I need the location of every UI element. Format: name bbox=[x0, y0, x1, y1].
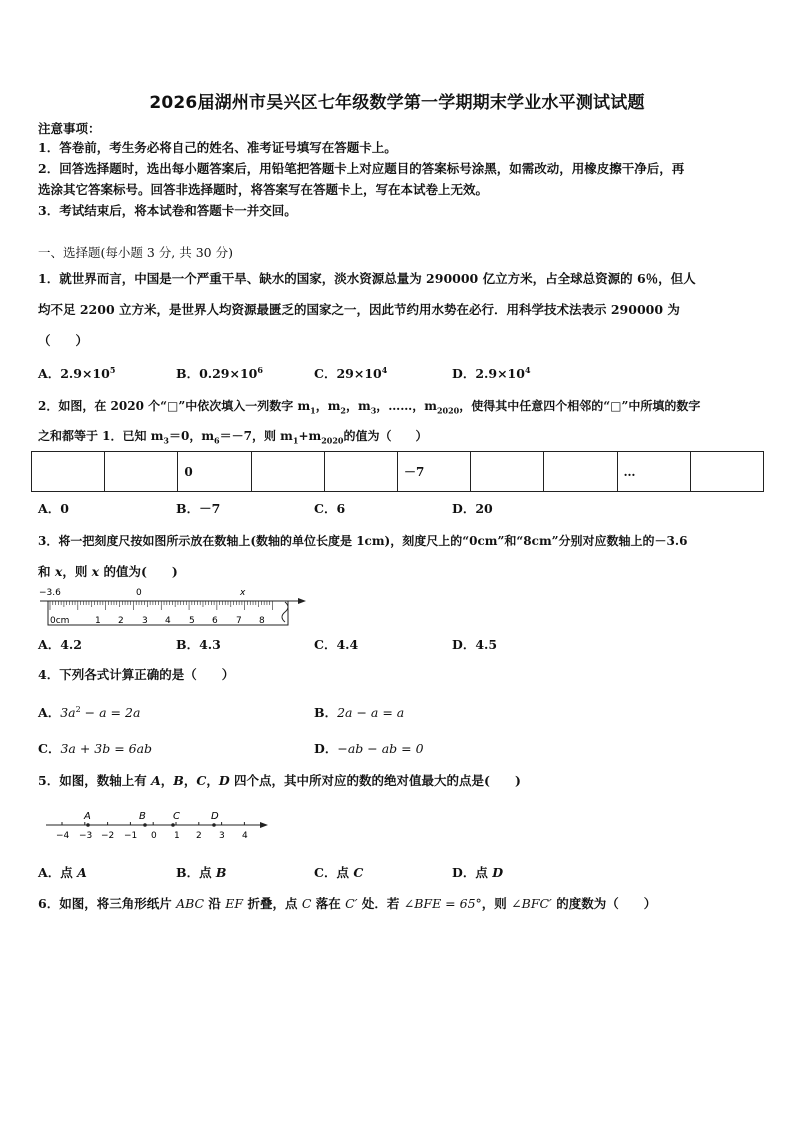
tick-label: −3 bbox=[79, 831, 93, 841]
seq-cell bbox=[690, 452, 763, 492]
q3-option-a: A．4.2 bbox=[38, 637, 82, 652]
q2-option-a: A．0 bbox=[38, 501, 69, 516]
seq-cell bbox=[544, 452, 617, 492]
axis-arrow-icon bbox=[260, 822, 268, 828]
notice-item-3: 3．考试结束后，将本试卷和答题卡一并交回。 bbox=[38, 203, 297, 218]
ruler-label: 7 bbox=[236, 616, 242, 626]
tick-label: −2 bbox=[101, 831, 115, 841]
q5-stem: 5．如图，数轴上有 A，B，C，D 四个点，其中所对应的数的绝对值最大的点是( ) bbox=[38, 773, 521, 788]
axis-arrow-icon bbox=[298, 598, 306, 604]
ruler-ticks bbox=[50, 601, 273, 610]
q1-option-a: A．$2.9\times 10^5$ bbox=[38, 364, 116, 381]
seq-cell bbox=[32, 452, 105, 492]
q1-paren: （ ） bbox=[38, 333, 89, 348]
seq-cell bbox=[251, 452, 324, 492]
q4-option-d: D．−ab − ab = 0 bbox=[314, 741, 424, 756]
ruler-label: 4 bbox=[165, 616, 171, 626]
q4-option-b: B．2a − a = a bbox=[314, 705, 405, 720]
q1-option-d: D．$2.9\times 10^4$ bbox=[452, 364, 531, 381]
tick-label: 3 bbox=[219, 831, 225, 841]
ruler-label: 2 bbox=[118, 616, 124, 626]
point-a bbox=[86, 823, 90, 827]
point-label-d: D bbox=[211, 811, 219, 822]
q3-stem-line2: 和 x，则 x 的值为( ) bbox=[38, 564, 178, 579]
notice-item-1: 1．答卷前，考生务必将自己的姓名、准考证号填写在答题卡上。 bbox=[38, 140, 397, 155]
point-d bbox=[212, 823, 216, 827]
ruler-label: 8 bbox=[259, 616, 265, 626]
q1-option-c: C．$29\times 10^4$ bbox=[314, 364, 388, 381]
q5-option-a: A．点 A bbox=[38, 865, 87, 880]
q2-option-c: C．6 bbox=[314, 501, 346, 516]
notice-heading: 注意事项： bbox=[38, 121, 101, 136]
seq-cell: … bbox=[617, 452, 690, 492]
tick-label: 1 bbox=[174, 831, 180, 841]
seq-cell: 0 bbox=[178, 452, 251, 492]
q4-option-a: A．$3a^2 - a = 2a$ bbox=[38, 704, 141, 720]
seq-cell: －7 bbox=[397, 452, 470, 492]
q3-ruler-figure bbox=[36, 584, 308, 632]
q3-option-b: B．4.3 bbox=[176, 637, 221, 652]
point-b bbox=[143, 823, 147, 827]
q2-stem-line2: 之和都等于 1．已知 $m_3=0$，$m_6=-7$，则 $m_1+m_{2020}$的值为（ ） bbox=[38, 429, 428, 446]
q5-option-c: C．点 C bbox=[314, 865, 364, 880]
ruler-break-icon bbox=[282, 602, 288, 622]
q2-option-b: B．－7 bbox=[176, 501, 221, 516]
axis-label-x: x bbox=[240, 588, 246, 598]
exam-title: 2026届湖州市吴兴区七年级数学第一学期期末学业水平测试试题 bbox=[149, 93, 645, 113]
notice-item-2-cont: 选涂其它答案标号。回答非选择题时，将答案写在答题卡上，写在本试卷上无效。 bbox=[38, 182, 489, 197]
seq-cell bbox=[324, 452, 397, 492]
seq-cell bbox=[471, 452, 544, 492]
q5-option-d: D．点 D bbox=[452, 865, 504, 880]
q3-option-d: D．4.5 bbox=[452, 637, 498, 652]
ruler-label: 6 bbox=[212, 616, 218, 626]
seq-cell bbox=[105, 452, 178, 492]
q2-number-sequence-table bbox=[31, 451, 764, 492]
tick-label: −1 bbox=[124, 831, 138, 841]
q2-stem-line1: 2．如图，在 2020 个“□”中依次填入一列数字 $m_1$，$m_2$，$m_3$，……，$m_{2020}$，使得其中任意四个相邻的“□”中所填的数字 bbox=[38, 399, 701, 416]
tick-label: 0 bbox=[151, 831, 157, 841]
axis-label-neg3-6: −3.6 bbox=[39, 588, 61, 598]
point-label-a: A bbox=[84, 811, 91, 822]
tick-label: 4 bbox=[242, 831, 248, 841]
ruler-label: 3 bbox=[142, 616, 148, 626]
point-label-b: B bbox=[139, 811, 146, 822]
point-c bbox=[171, 823, 175, 827]
ruler-label: 5 bbox=[189, 616, 195, 626]
q5-number-line-figure bbox=[44, 806, 272, 842]
q1-option-b: B．$0.29\times 10^6$ bbox=[176, 364, 263, 381]
q3-stem-line1: 3．将一把刻度尺按如图所示放在数轴上(数轴的单位长度是 1cm)，刻度尺上的“0cm”和“8cm”分别对应数轴上的－3.6 bbox=[38, 534, 688, 548]
q5-option-b: B．点 B bbox=[176, 865, 227, 880]
axis-label-0: 0 bbox=[136, 588, 142, 598]
section-heading: 一、选择题(每小题 3 分, 共 30 分) bbox=[38, 245, 233, 260]
q2-option-d: D．20 bbox=[452, 501, 493, 516]
notice-item-2: 2．回答选择题时，选出每小题答案后，用铅笔把答题卡上对应题目的答案标号涂黑，如需改动，用橡皮擦干净后，再 bbox=[38, 161, 685, 176]
q4-stem: 4．下列各式计算正确的是（ ） bbox=[38, 667, 235, 682]
q3-option-c: C．4.4 bbox=[314, 637, 359, 652]
q1-stem-line2: 均不足 2200 立方米，是世界人均资源最匮乏的国家之一，因此节约用水势在必行．用科学技术法表示 290000 为 bbox=[38, 302, 680, 317]
ruler-label-0cm: 0cm bbox=[50, 616, 70, 626]
point-label-c: C bbox=[173, 811, 180, 822]
tick-label: −4 bbox=[56, 831, 70, 841]
q6-stem: 6．如图，将三角形纸片 ABC 沿 EF 折叠，点 C 落在 C′ 处．若 ∠BFE = 65°，则 ∠BFC′ 的度数为（ ） bbox=[38, 896, 657, 911]
q1-stem-line1: 1．就世界而言，中国是一个严重干旱、缺水的国家，淡水资源总量为 290000 亿立方米，占全球总资源的 6％，但人 bbox=[38, 271, 696, 286]
tick-label: 2 bbox=[196, 831, 202, 841]
ruler-label: 1 bbox=[95, 616, 101, 626]
q4-option-c: C．3a + 3b = 6ab bbox=[38, 741, 153, 756]
